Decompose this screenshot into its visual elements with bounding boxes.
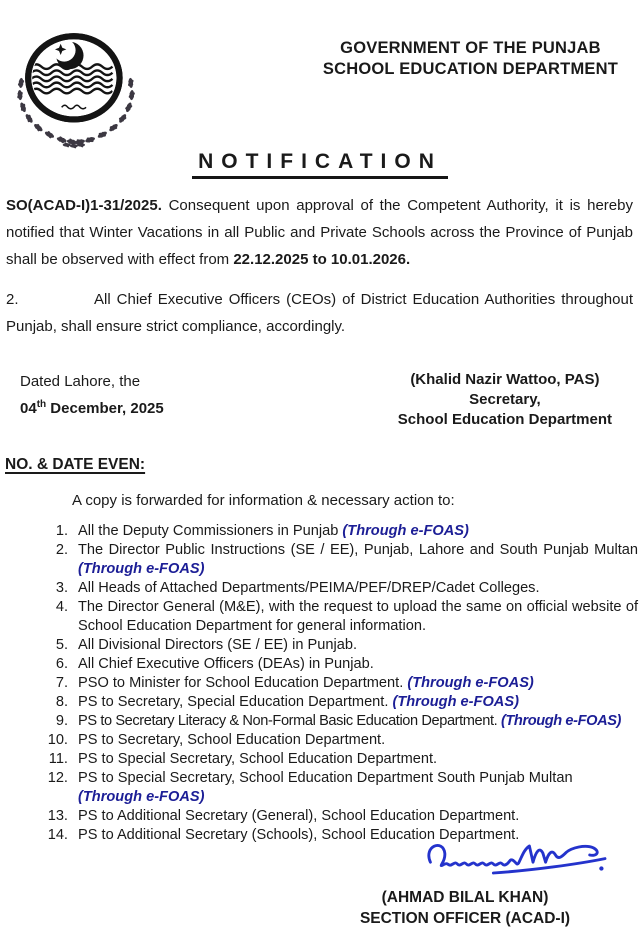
distribution-list <box>40 522 638 845</box>
date-line-1: Dated Lahore, the <box>20 373 141 390</box>
list-item <box>40 712 638 731</box>
list-item-number: 7. <box>55 675 68 691</box>
list-item-number: 4. <box>55 599 68 615</box>
list-item <box>40 579 638 598</box>
list-item-number: 10. <box>47 732 68 748</box>
signoff-block <box>300 887 630 929</box>
efoas-note: (Through e-FOAS) <box>338 523 469 539</box>
list-item <box>40 693 638 712</box>
list-item-text: PS to Additional Secretary (General), School Education Department. <box>78 808 520 824</box>
list-item-text: All Heads of Attached Departments/PEIMA/PEF/DREP/Cadet Colleges. <box>78 580 540 596</box>
officer-title: SECTION OFFICER (ACAD-I) <box>359 910 571 927</box>
efoas-note: (Through e-FOAS) <box>78 561 205 577</box>
efoas-note: (Through e-FOAS) <box>78 789 205 805</box>
list-item-number: 12. <box>47 770 68 786</box>
list-item-number: 3. <box>55 580 68 596</box>
document-header <box>0 0 640 148</box>
department-header <box>323 38 618 80</box>
list-item <box>40 636 638 655</box>
signatory-department: School Education Department <box>397 411 612 428</box>
efoas-note: (Through e-FOAS) <box>388 694 519 710</box>
list-item-text: PS to Special Secretary, School Education Department South Punjab Multan (Through e-FOAS) <box>78 769 638 807</box>
list-item-number: 9. <box>55 713 68 729</box>
paragraph-1-text: Consequent upon approval of the Competent Authority, it is hereby notified that Winter Vacations in all Public and Private Schools across the Province of Punjab shall be observed with effect from <box>6 197 633 268</box>
efoas-note: (Through e-FOAS) <box>403 675 534 691</box>
list-item-text: All Chief Executive Officers (DEAs) in Punjab. <box>78 656 374 672</box>
punjab-government-crest-logo <box>6 26 158 152</box>
list-item-text: All Divisional Directors (SE / EE) in Punjab. <box>78 637 357 653</box>
paragraph-2 <box>6 286 633 340</box>
list-item-number: 14. <box>47 827 68 843</box>
list-item-number: 11. <box>48 751 68 767</box>
dateline <box>20 370 626 430</box>
handwritten-signature <box>416 825 614 885</box>
list-item-number: 5. <box>55 637 68 653</box>
list-item <box>40 541 638 579</box>
list-item-number: 13. <box>47 808 68 824</box>
title-wrap <box>0 150 640 179</box>
list-item <box>40 674 638 693</box>
list-item-text: PS to Secretary, School Education Department. <box>78 732 386 748</box>
date-line-2: 04th December, 2025 <box>20 399 164 417</box>
no-date-even-heading: NO. & DATE EVEN: <box>5 456 146 473</box>
paragraph-2-text: All Chief Executive Officers (CEOs) of District Education Authorities throughout Punjab, shall ensure strict compliance, accordingly. <box>6 291 633 335</box>
list-item <box>40 750 638 769</box>
list-item-number: 2. <box>55 542 68 558</box>
notification-title: NOTIFICATION <box>192 150 448 179</box>
list-item <box>40 655 638 674</box>
list-item-number: 6. <box>55 656 68 672</box>
list-item <box>40 769 638 807</box>
signatory-name: (Khalid Nazir Wattoo, PAS) <box>410 371 600 388</box>
list-item <box>40 807 638 826</box>
forwarding-intro: A copy is forwarded for information & necessary action to: <box>72 492 455 509</box>
signatory-designation: Secretary, <box>469 391 541 408</box>
list-item-text: PSO to Minister for School Education Department. (Through e-FOAS) <box>78 675 534 691</box>
efoas-note: (Through e-FOAS) <box>497 713 622 729</box>
list-item <box>40 598 638 636</box>
vacation-dates: 22.12.2025 to 10.01.2026. <box>233 251 411 268</box>
department-name: SCHOOL EDUCATION DEPARTMENT <box>322 60 618 78</box>
list-item-number: 8. <box>55 694 68 710</box>
list-item <box>40 731 638 750</box>
list-item-text: The Director General (M&E), with the request to upload the same on official website of School Education Department for general information. <box>78 599 638 634</box>
list-item-text: PS to Special Secretary, School Education Department. <box>78 751 438 767</box>
paragraph-2-number: 2. <box>6 291 19 308</box>
list-item <box>40 522 638 541</box>
list-item-number: 1. <box>55 523 68 539</box>
list-item-text: PS to Secretary Literacy & Non-Formal Basic Education Department. (Through e-FOAS) <box>78 713 622 729</box>
list-item-text: PS to Additional Secretary (Schools), School Education Department. <box>78 827 520 843</box>
officer-name: (AHMAD BILAL KHAN) <box>381 889 549 906</box>
paragraph-1 <box>6 192 633 273</box>
signatory-block <box>398 370 612 430</box>
date-block <box>20 370 164 430</box>
list-item-text: PS to Secretary, Special Education Department. (Through e-FOAS) <box>78 694 519 710</box>
signature-block <box>0 825 640 885</box>
list-item-text: All the Deputy Commissioners in Punjab (Through e-FOAS) <box>78 523 469 539</box>
government-name: GOVERNMENT OF THE PUNJAB <box>340 39 601 57</box>
reference-number: SO(ACAD-I)1-31/2025. <box>6 197 162 214</box>
list-item-text: The Director Public Instructions (SE / EE), Punjab, Lahore and South Punjab Multan (Through e-FOAS) <box>78 542 638 577</box>
